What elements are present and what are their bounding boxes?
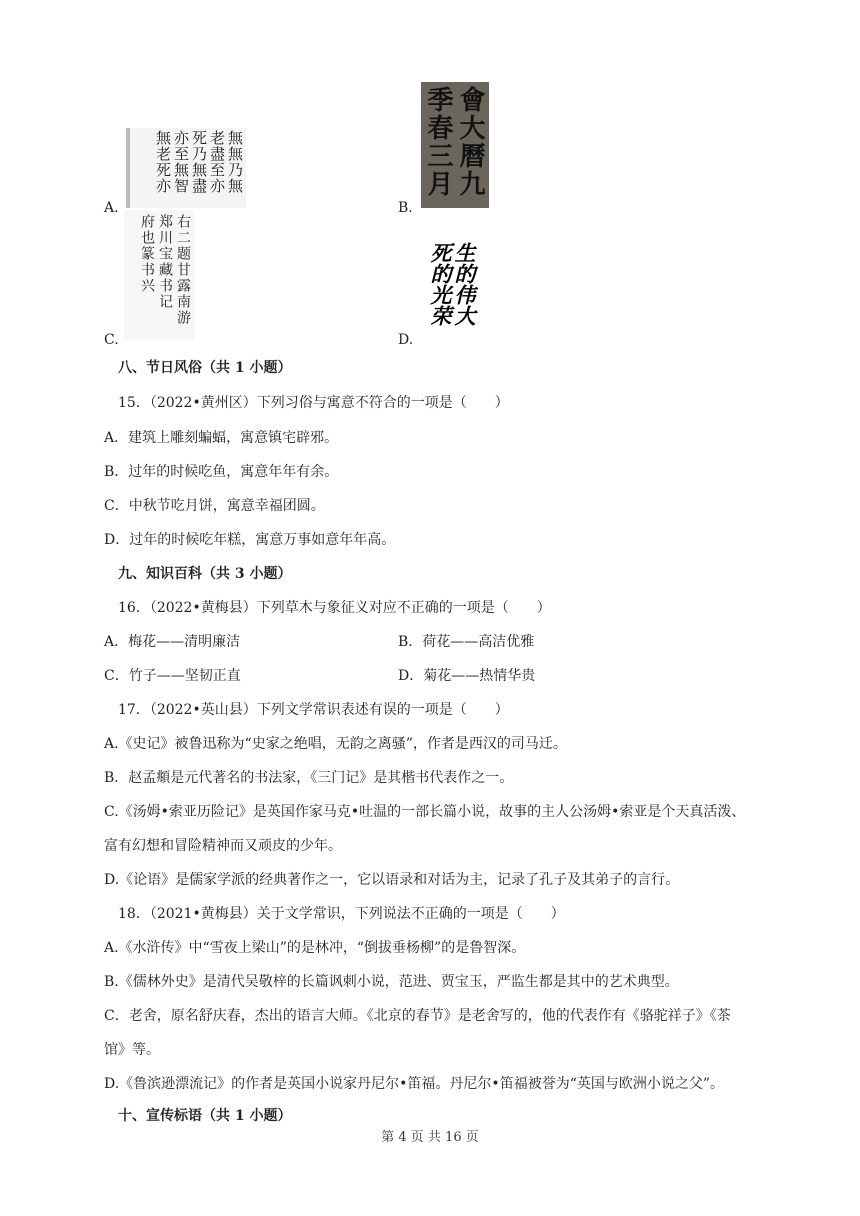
option-a: A.《史记》被鲁迅称为“史家之绝唱，无韵之离骚”，作者是西汉的司马迁。 <box>104 736 567 752</box>
calligraphy-column: 會大曆九 <box>455 86 485 198</box>
option-c: C．中秋节吃月饼，寓意幸福团圆。 <box>104 498 325 514</box>
calligraphy-column: 無無乃無 <box>226 130 244 194</box>
option-a: A．建筑上雕刻蝙蝠，寓意镇宅辟邪。 <box>104 430 339 446</box>
option-d: D.《论语》是儒家学派的经典著作之一，它以语录和对话为主，记录了孔子及其弟子的言行。 <box>104 872 680 888</box>
option-label-c: C. <box>104 332 119 348</box>
option-b: B．过年的时候吃鱼，寓意年年有余。 <box>104 464 339 480</box>
option-d: D．菊花——热情华贵 <box>398 668 536 684</box>
option-label-d: D. <box>398 332 414 348</box>
option-c-continued: 馆》等。 <box>104 1042 160 1058</box>
calligraphy-image-d <box>420 240 478 340</box>
option-b: B.《儒林外史》是清代吴敬梓的长篇讽刺小说，范进、贾宝玉，严监生都是其中的艺术典型。 <box>104 974 679 990</box>
calligraphy-column: 郑川宝藏书记 <box>157 214 173 310</box>
option-c: C．老舍，原名舒庆春，杰出的语言大师。《北京的春节》是老舍写的，他的代表作有《骆驼祥子》《茶 <box>104 1008 731 1024</box>
calligraphy-column: 生的伟大 <box>452 242 477 326</box>
calligraphy-column: 無老死亦 <box>154 130 172 194</box>
calligraphy-column: 季春三月 <box>423 86 453 198</box>
calligraphy-column: 老盡至亦 <box>208 130 226 194</box>
page-footer: 第 4 页 共 16 页 <box>381 1130 479 1145</box>
question-stem: 16．（2022•黄梅县）下列草木与象征义对应不正确的一项是（ ） <box>118 600 551 616</box>
option-c: C.《汤姆•索亚历险记》是英国作家马克•吐温的一部长篇小说，故事的主人公汤姆•索亚是个天真活泼、 <box>104 804 746 820</box>
option-d: D.《鲁滨逊漂流记》的作者是英国小说家丹尼尔•笛福。丹尼尔•笛福被誉为“英国与欧洲小说之父”。 <box>104 1076 725 1092</box>
option-c: C．竹子——坚韧正直 <box>104 668 241 684</box>
calligraphy-image-c <box>124 210 194 340</box>
section-heading: 八、节日风俗（共 1 小题） <box>118 360 292 376</box>
option-a: A．梅花——清明廉洁 <box>104 634 241 650</box>
calligraphy-column: 亦至無智 <box>172 130 190 194</box>
option-label-a: A. <box>104 200 119 216</box>
option-b: B．赵孟頫是元代著名的书法家，《三门记》是其楷书代表作之一。 <box>104 770 514 786</box>
calligraphy-column: 死乃無盡 <box>190 130 208 194</box>
option-label-b: B. <box>398 200 413 216</box>
option-c-continued: 富有幻想和冒险精神而又顽皮的少年。 <box>104 838 342 854</box>
option-a: A.《水浒传》中“雪夜上梁山”的是林冲，“倒拔垂杨柳”的是鲁智深。 <box>104 940 526 956</box>
section-heading: 九、知识百科（共 3 小题） <box>118 566 292 582</box>
option-d: D．过年的时候吃年糕，寓意万事如意年年高。 <box>104 532 396 548</box>
calligraphy-column: 死的光荣 <box>428 242 453 326</box>
calligraphy-image-a <box>126 128 246 208</box>
option-b: B．荷花——高洁优雅 <box>398 634 535 650</box>
question-stem: 17．（2022•英山县）下列文学常识表述有误的一项是（ ） <box>118 702 509 718</box>
calligraphy-column: 府也篆书兴 <box>139 214 155 294</box>
calligraphy-image-b <box>421 82 489 208</box>
section-heading: 十、宣传标语（共 1 小题） <box>118 1108 292 1124</box>
question-stem: 15．（2022•黄州区）下列习俗与寓意不符合的一项是（ ） <box>118 395 509 411</box>
question-stem: 18．（2021•黄梅县）关于文学常识，下列说法不正确的一项是（ ） <box>118 906 565 922</box>
calligraphy-column: 右二题甘露南游 <box>175 214 191 326</box>
